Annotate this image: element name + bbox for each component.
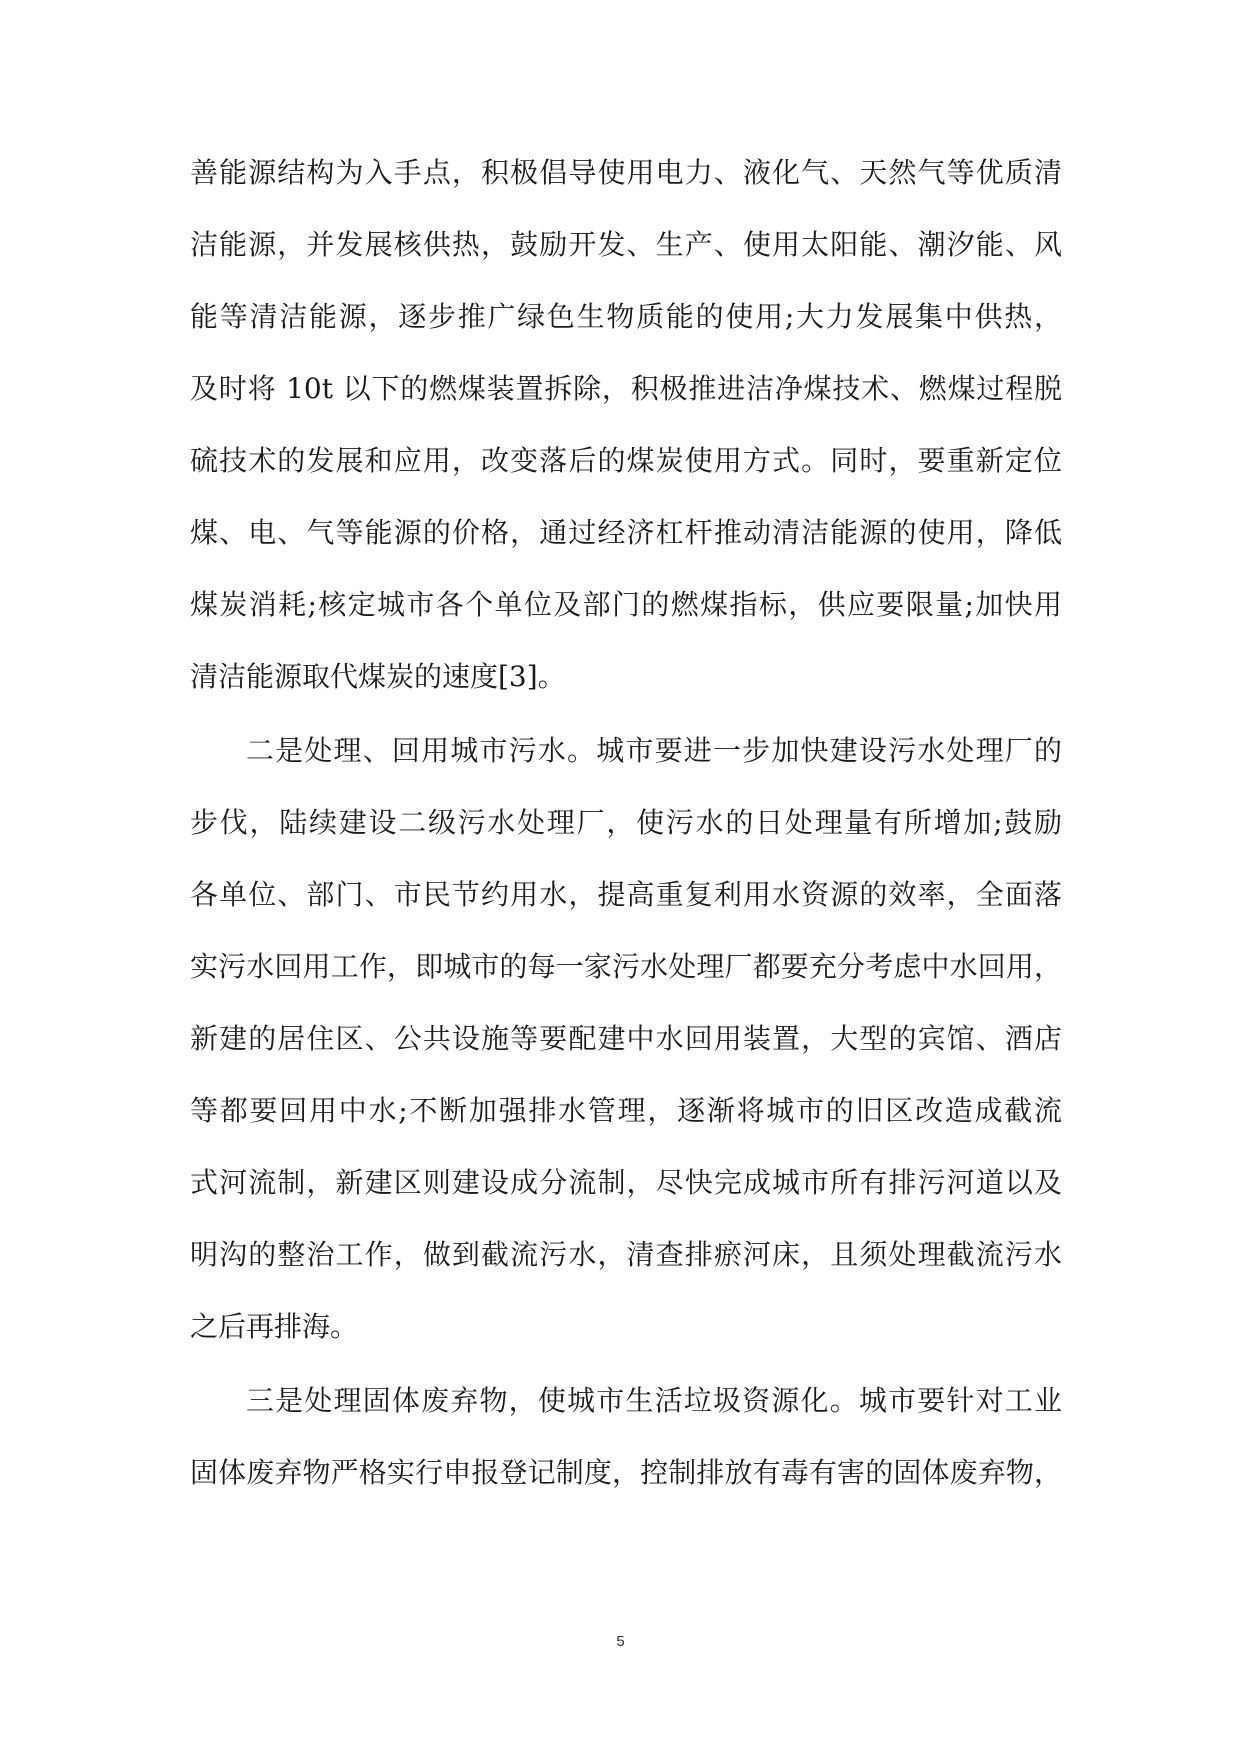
paragraph-3-line-2: 固体废弃物严格实行申报登记制度，控制排放有毒有害的固体废弃物， bbox=[190, 1456, 1062, 1489]
paragraph-3-line-1: 三是处理固体废弃物，使城市生活垃圾资源化。城市要针对工业 bbox=[246, 1384, 1062, 1417]
paragraph-2-line-5: 新建的居住区、公共设施等要配建中水回用装置，大型的宾馆、酒店 bbox=[190, 1022, 1062, 1055]
body-text bbox=[190, 137, 1062, 1509]
paragraph-2-line-2: 步伐，陆续建设二级污水处理厂，使污水的日处理量有所增加;鼓励 bbox=[190, 806, 1062, 839]
paragraph-2-line-6: 等都要回用中水;不断加强排水管理，逐渐将城市的旧区改造成截流 bbox=[190, 1094, 1062, 1127]
paragraph-2-line-9: 之后再排海。 bbox=[190, 1310, 359, 1343]
paragraph-1-line-5: 硫技术的发展和应用，改变落后的煤炭使用方式。同时，要重新定位 bbox=[190, 444, 1062, 477]
paragraph-1-line-2: 洁能源，并发展核供热，鼓励开发、生产、使用太阳能、潮汐能、风 bbox=[190, 228, 1062, 261]
paragraph-2-line-8: 明沟的整治工作，做到截流污水，清查排瘀河床，且须处理截流污水 bbox=[190, 1238, 1062, 1271]
paragraph-2-line-3: 各单位、部门、市民节约用水，提高重复利用水资源的效率，全面落 bbox=[190, 878, 1062, 911]
paragraph-1-line-6: 煤、电、气等能源的价格，通过经济杠杆推动清洁能源的使用，降低 bbox=[190, 516, 1062, 549]
paragraph-2-line-7: 式河流制，新建区则建设成分流制，尽快完成城市所有排污河道以及 bbox=[190, 1166, 1062, 1199]
paragraph-2-line-4: 实污水回用工作，即城市的每一家污水处理厂都要充分考虑中水回用， bbox=[190, 950, 1062, 983]
paragraph-2-line-1: 二是处理、回用城市污水。城市要进一步加快建设污水处理厂的 bbox=[246, 734, 1062, 767]
paragraph-1-line-7: 煤炭消耗;核定城市各个单位及部门的燃煤指标，供应要限量;加快用 bbox=[190, 588, 1062, 621]
paragraph-1-line-8: 清洁能源取代煤炭的速度[3]。 bbox=[190, 660, 566, 693]
paragraph-1-line-4: 及时将 10t 以下的燃煤装置拆除，积极推进洁净煤技术、燃煤过程脱 bbox=[190, 372, 1062, 405]
paragraph-1-line-3: 能等清洁能源，逐步推广绿色生物质能的使用;大力发展集中供热， bbox=[190, 300, 1062, 333]
paragraph-1-line-1: 善能源结构为入手点，积极倡导使用电力、液化气、天然气等优质清 bbox=[190, 156, 1062, 189]
page-number: 5 bbox=[616, 1633, 625, 1650]
